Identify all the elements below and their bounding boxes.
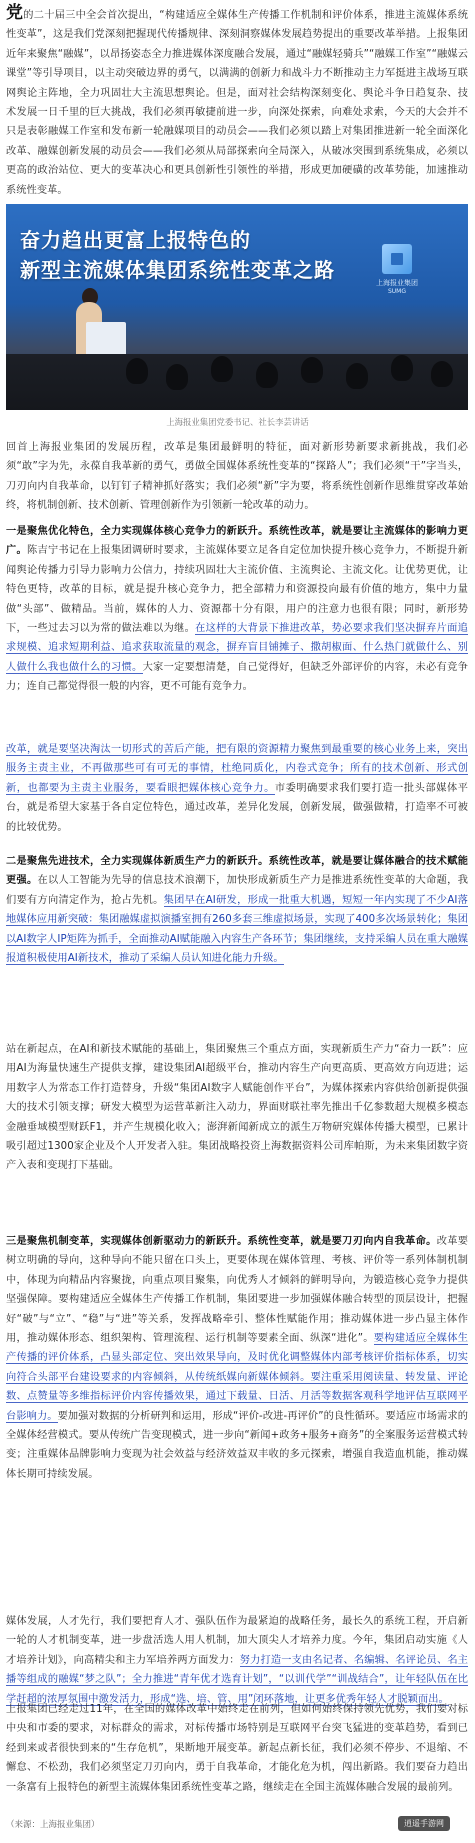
talent-paragraph [6,1612,468,1709]
section-heading: 二是聚焦先进技术，全力实现媒体新质生产力的新跃升。系统性改革，就是要让媒体融合的技术赋能更强。 [6,856,468,887]
audience-head [431,361,453,387]
photo-caption: 上海报业集团党委书记、社长李芸讲话 [166,417,309,427]
section-body: 大家一定要想清楚，自己觉得好，但缺乏外部评价的内容，未必有竞争力；连自己都觉得很一般的内容，更不可能有竞争力。 [6,661,468,693]
section-1-part-2 [6,740,468,837]
audience-head [301,357,323,383]
highlight-text: 努力打造一支由名记者、名编辑、名评论员、名主播等组成的融媒“梦之队”；全力推进“青年优才选育计划”，“以训代学”“训战结合”，让年轻队伍在比学赶超的浓厚氛围中激发活力，形成“选、培、管、用”闭环落地，让更多优秀年轻人才脱颖而出。 [6,1654,468,1705]
section-heading: 一是聚焦优化特色，全力实现媒体核心竞争力的新跃升。系统性改革，就是要让主流媒体的影响力更广。 [6,526,468,557]
audience [6,354,468,410]
highlight-text: 在这样的大背景下推进改革，势必要求我们坚决摒弃片面追求规模、追求短期利益、追求获取流量的观念，摒弃盲目铺摊子、撒胡椒面、什么热门就做什么、别人做什么我也做什么的习惯。 [6,623,468,673]
highlight-text: 集团早在AI研发，形成一批重大机遇，短短一年内实现了不少AI落地媒体应用新突破：集团融媒虚拟演播室拥有260多套三维虚拟场景，实现了400多次场景转化；集团以AI数字人IP矩阵为抓手，全面推动AI赋能融入内容生产各环节；集团继续，支持采编人员在重大融媒报道积极使用AI新技术，推动了采编人员认知进化能力升级。 [6,894,468,965]
banner-title-line1: 奋力趋出更富上报特色的 [20,228,251,252]
section-2-part-2: 站在新起点，在AI和新技术赋能的基础上，集团聚焦三个重点方面，实现新质生产力“奋力一跃”：应用AI为海量快速生产提供支撑，建设集团AI超级平台，推动内容生产向更高质、更高效方向迈进；运用数字人为常态工作打造替身，升级“集团AI数字人赋能创作平台”，为媒体探索内容供给创新提供强大的技术引领支撑；研发大模型为运营革新注入动力，界面财联社率先推出千亿参数超大规模多模态金融垂域模型财跃F1，并产生规模化收入；澎湃新闻新成立的派生万物研究媒体传播大模型，已累计吸引超过1300家企业及个人开发者入驻。集团战略投资上海数据资料公司库帕斯，为未来集团数字资产入表和变现打下基础。 [6,1044,468,1172]
audience-head [126,358,148,384]
banner-title-line2: 新型主流媒体集团系统性变革之路 [20,258,335,282]
section-body: 改革要树立明确的导向，这种导向不能只留在口头上，更要体现在媒体管理、考核、评价等一系列体制机制中，体现为向精品内容聚拢，向重点项目聚集，向优秀人才倾斜的鲜明导向，为锻造核心竞争力提供坚强保障。要构建适应全媒体生产传播工作机制，集团要进一步加强媒体融合转型的顶层设计，把握好“破”与“立”、“稳”与“进”等关系，发挥战略牵引、整体性赋能作用；推动媒体进一步凸显主体作用，推动媒体形态、组织架构、管理流程、运行机制等要素全面、纵深“进化”。 [6,1236,468,1345]
group-logo [352,244,442,295]
audience-head [256,362,278,388]
site-watermark: 逍遥手游网 [398,1816,450,1831]
intro-text: 的二十届三中全会首次提出，“构建适应全媒体生产传播工作机制和评价体系，推进主流媒体系统性变革”，这是我们党深刻把握现代传播规律、深刻洞察媒体发展趋势提出的重要改革举措。上报集团近年来聚焦“融媒”，以昂扬姿态全力推进媒体深度融合发展，通过“融媒轻骑兵”“融媒工作室”“融媒云课堂”等引导项目，以主动突破边界的勇气，以满满的创新力和战斗力不断推动主力军挺进主战场互联网舆论主阵地，全力巩固壮大主流思想舆论。但是，面对社会结构深刻变化、舆论斗争日趋复杂、技术发展一日千里的巨大挑战，我们必须再敏捷前进一步，向深处探索，向难处求索，今天的大会并不只是表彰融媒工作室和发布新一轮融媒项目的动员会——我们必须以踏上对集团推进新一轮全面深化改革、融媒创新发展的动员会——我们必须从局部探索向全局深入，从破冰突围到系统集成，必须以更高的政治站位、更大的变革决心和更具创新性引领性的举措，形成更加硬磺的改革势能，加速推动系统性变革。 [6,10,468,196]
logo-cn: 上海报业集团 [376,279,418,287]
audience-head [211,356,233,382]
cube-logo-icon [382,244,412,274]
drop-cap: 党 [6,3,24,23]
logo-en: SUMG [387,288,407,295]
section-body: 媒体发展，人才先行，我们要把育人才、强队伍作为最紧迫的战略任务，最长久的系统工程，开启新一轮的人才机制变革，进一步盘活选人用人机制，加大顶尖人才培养力度。今年，集团启动实施《人才培养计划》，向高精尖和主力军培养两方面发力： [6,1616,468,1666]
paragraph-review: 回首上海报业集团的发展历程，改革是集团最鲜明的特征，面对新形势新要求新挑战，我们必须“敢”字为先，永葆自我革新的勇气，勇做全国媒体系统性变革的“探路人”；我们必须“干”字当头，刀刃向内自我革命，以钉钉子精神抓好落实；我们必须“新”字为要，将系统性创新作思维贯穿改革始终，将机制创新、技术创新、管理创新作为引领新一轮改革的动力。 [6,442,468,512]
section-heading: 三是聚焦机制变革，实现媒体创新驱动力的新跃升。系统性变革，就是要刀刃向内自我革命。 [6,1236,437,1247]
section-body: 市委明确要求我们要打造一批头部媒体平台，就是希望大家基于各自定位特色，通过改革，差异化发展，创新发展，做强做精，打造率不可被的比较优势。 [6,782,468,833]
closing-paragraph: 上报集团已经走过11年，在全国的媒体改革中始终走在前列，但如何始终保持领先优势，我们要对标中央和市委的要求，对标群众的需求，对标传播市场特别是互联网平台突飞猛进的变革趋势，看到已经到来或者很快到来的“生存危机”，果断地开展变革。新起点新长征，我们必须不停步、不退缩、不懈怠、不松劲，我们必须坚定刀刃向内，勇于自我革命，才能化危为机，闯出新路。我们要奋力趋出一条富有上报特色的新型主流媒体集团系统性变革之路，继续走在全国主流媒体融合发展的最前列。 [6,1704,468,1793]
section-body: 陈吉宁书记在上报集团调研时要求，主流媒体要立足各自定位加快提升核心竞争力，不断提升新闻舆论传播力引导力影响力公信力，持续巩固壮大主流价值、主流舆论、主流文化。让优势更优，让特色更特，改革的目标，就是提升核心竞争力，把全部精力和资源投向最有价值的地方，集中力量做“头部”、做精品。当前，媒体的人力、资源都十分有限，用户的注意力也很有限；同时，新形势下，一些过去习以为常的做法难以为继。 [6,545,468,635]
source-credit: （来源：上海报业集团） [6,1820,100,1830]
intro-paragraph [6,4,468,200]
event-photo [6,204,468,410]
audience-head [166,364,188,390]
section-1-part-1 [6,522,468,697]
section-3 [6,1232,468,1484]
section-body: 要加强对数据的分析研判和运用，形成“评价-改进-再评价”的良性循环。要适应市场需求的全媒体经营模式。要从传统广告变现模式，进一步向“新闻+政务+服务+商务”的全案服务运营模式转变；注重媒体品牌影响力变现为社会效益与经济效益双丰收的多元探索，增强自我造血机能，推动媒体长期可持续发展。 [6,1410,469,1480]
audience-head [391,355,413,381]
section-body: 在以人工智能为先导的信息技术浪潮下，加快形成新质生产力是推进系统性变革的大命题，我们要有方向清定作为，抢占先机。 [6,875,468,906]
audience-head [346,363,368,389]
highlight-text: 改革，就是要坚决淘汰一切形式的苦后产能，把有限的资源精力聚焦到最重要的核心业务上来，突出服务主责主业，不再做那些可有可无的事情，杜绝同质化，内卷式竞争；所有的技术创新、形式创新，也都要为主责主业服务，要看眼把媒体核心竞争力。 [6,744,468,794]
highlight-text: 要构建适应全媒体生产传播的评价体系，凸显头部定位、突出效果导向，及时优化调整媒体内部考核评价指标体系，切实向符合头部平台建设要求的内容倾斜，从传统纸媒向新媒体倾斜。要注重采用阅读量、转发量、评论数、点赞量等多维指标评价内容传播效果，通过下载量、日活、月活等数据客观科学地评估互联网平台影响力。 [6,1333,468,1422]
section-2-part-1 [6,852,468,968]
